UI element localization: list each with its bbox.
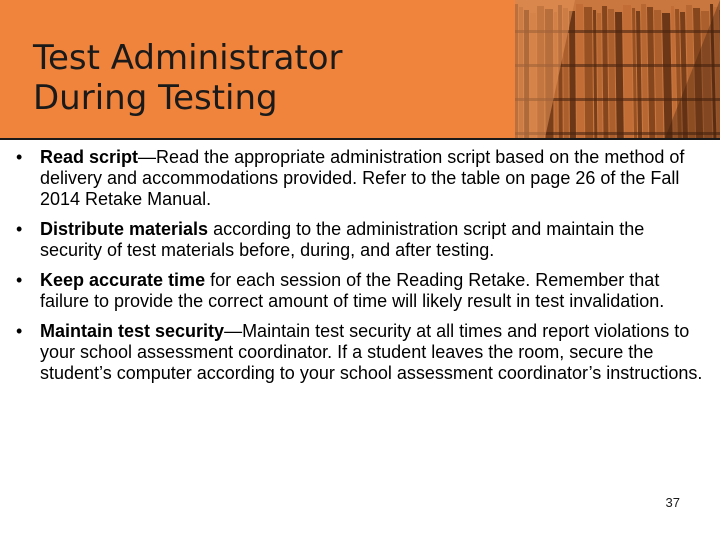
library-bookshelves-image [515,0,720,138]
bullet-bold-lead: Distribute materials [40,219,209,239]
title-line-2: During Testing [33,78,278,118]
bullet-list [16,147,706,393]
bullet-bold-lead: Read script [40,147,139,167]
bullet-item [16,219,706,261]
bullet-text [40,321,702,383]
bullet-body: —Read the appropriate administration script based on the method of delivery and accommodations provided. Refer to the table on page 26 of the Fall 2014 Retake Manual. [40,147,685,209]
bullet-symbol: • [16,270,23,290]
slide-title [33,38,343,118]
bullet-symbol: • [16,219,23,239]
bullet-body: for each session of the Reading Retake. Remember that failure to provide the correct amount of time will likely result in test invalidation. [40,270,665,311]
bullet-item [16,270,706,312]
bullet-text [40,147,684,209]
title-line-1: Test Administrator [33,38,343,78]
bullet-bold-lead: Maintain test security [40,321,225,341]
bullet-item [16,147,706,210]
bullet-item [16,321,706,384]
bullet-body: —Maintain test security at all times and report violations to your school assessment coordinator. If a student leaves the room, secure the student’s computer according to your school assessment coordinator’s instructions. [40,321,703,383]
bullet-symbol: • [16,321,23,341]
bullet-body: according to the administration script and maintain the security of test materials before, during, and after testing. [40,219,645,260]
bullet-text [40,270,664,311]
bullet-text [40,219,644,260]
bullet-symbol: • [16,147,23,167]
page-number: 37 [665,495,680,510]
header-divider [0,138,720,140]
bullet-bold-lead: Keep accurate time [40,270,206,290]
